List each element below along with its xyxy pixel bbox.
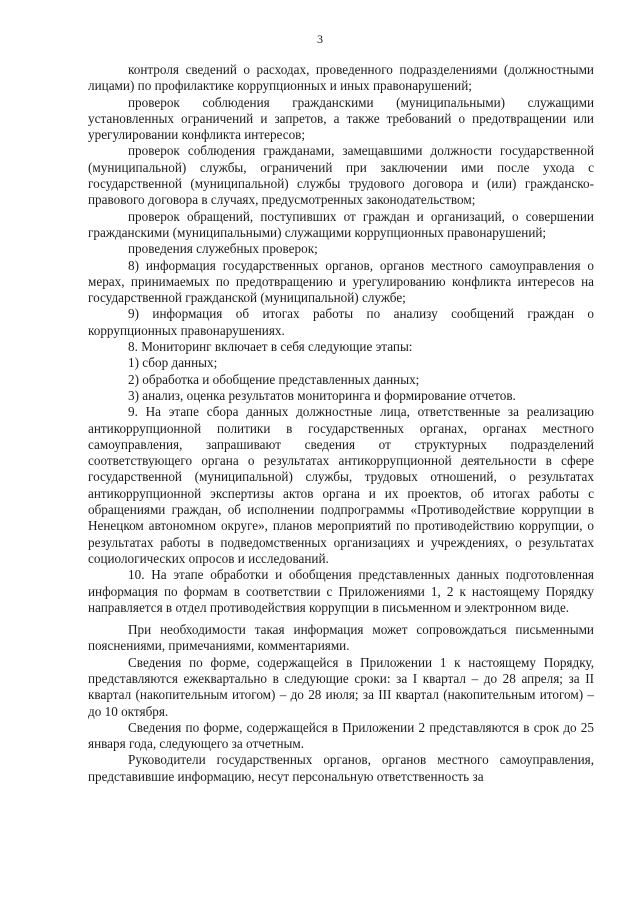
paragraph-expenditure-control: контроля сведений о расходах, проведенного подразделениями (должностными лицами) по профилактике коррупционных и иных правонарушений; xyxy=(88,62,594,94)
paragraph-appendix-2-deadline: Сведения по форме, содержащейся в Приложении 2 представляются в срок до 25 января года, следующего за отчетным. xyxy=(88,719,594,752)
paragraph-compliance-checks: проверок соблюдения гражданскими (муниципальными) служащими установленных ограничений и запретов, а также требований о предотвращении или урегулировании конфликта интересов; xyxy=(88,94,594,143)
paragraph-stage-1: 1) сбор данных; xyxy=(128,355,218,371)
paragraph-appendix-1-deadlines: Сведения по форме, содержащейся в Приложении 1 к настоящему Порядку, представляются ежеквартально в следующие сроки: за I квартал – до 28 апреля; за II квартал (накопительным итогом) – до 28 июля; за III квартал (накопительным итогом) – до 10 октября. xyxy=(88,654,594,719)
paragraph-section-8-monitoring-stages: 8. Мониторинг включает в себя следующие этапы: xyxy=(128,339,413,355)
paragraph-item-8-conflict-measures: 8) информация государственных органов, органов местного самоуправления о мерах, принимаемых по предотвращению и урегулированию конфликта интересов на государственной гражданской (муниципальной) службе; xyxy=(88,257,594,306)
paragraph-section-10-data-processing: 10. На этапе обработки и обобщения представленных данных подготовленная информация по формам в соответствии с Приложениями 1, 2 к настоящему Порядку направляется в отдел противодействия коррупции в письменном и электронном виде. xyxy=(88,567,594,615)
document-body xyxy=(88,62,594,785)
paragraph-stage-2: 2) обработка и обобщение представленных данных; xyxy=(128,371,420,387)
paragraph-stage-3: 3) анализ, оценка результатов мониторинга и формирование отчетов. xyxy=(128,387,516,403)
paragraph-responsibility: Руководители государственных органов, органов местного самоуправления, представившие информацию, несут персональную ответственность за xyxy=(88,752,594,784)
paragraph-appeals-checks: проверок обращений, поступивших от граждан и организаций, о совершении гражданскими (муниципальными) служащими коррупционных правонарушений; xyxy=(88,208,594,240)
paragraph-official-inspections: проведения служебных проверок; xyxy=(128,241,318,257)
paragraph-additional-comments: При необходимости такая информация может сопровождаться письменными пояснениями, примечаниями, комментариями. xyxy=(88,622,594,654)
paragraph-item-9-reports-analysis: 9) информация об итогах работы по анализу сообщений граждан о коррупционных правонарушениях. xyxy=(88,306,594,338)
paragraph-former-servants-checks: проверок соблюдения гражданами, замещавшими должности государственной (муниципальной) службы, ограничений при заключении ими после ухода с государственной (муниципальной) службы трудового договора и (или) гражданско-правового договора в случаях, предусмотренных законодательством; xyxy=(88,143,594,208)
page-number: 3 xyxy=(317,32,323,46)
paragraph-section-9-data-collection: 9. На этапе сбора данных должностные лица, ответственные за реализацию антикоррупционной политики в государственных органах, органах местного самоуправления, запрашивают сведения от структурных подразделений соответствующего органа о результатах антикоррупционной деятельности в сфере государственной (муниципальной) службы, трудовых отношений, о результатах антикоррупционной экспертизы актов органа и их проектов, об итогах работы с обращениями граждан, об исполнении подпрограммы «Противодействие коррупции в Ненецком автономном округе», планов мероприятий по противодействию коррупции, о результатах работы в подведомственных организациях и учреждениях, о результатах социологических опросов и исследований. xyxy=(88,404,594,566)
